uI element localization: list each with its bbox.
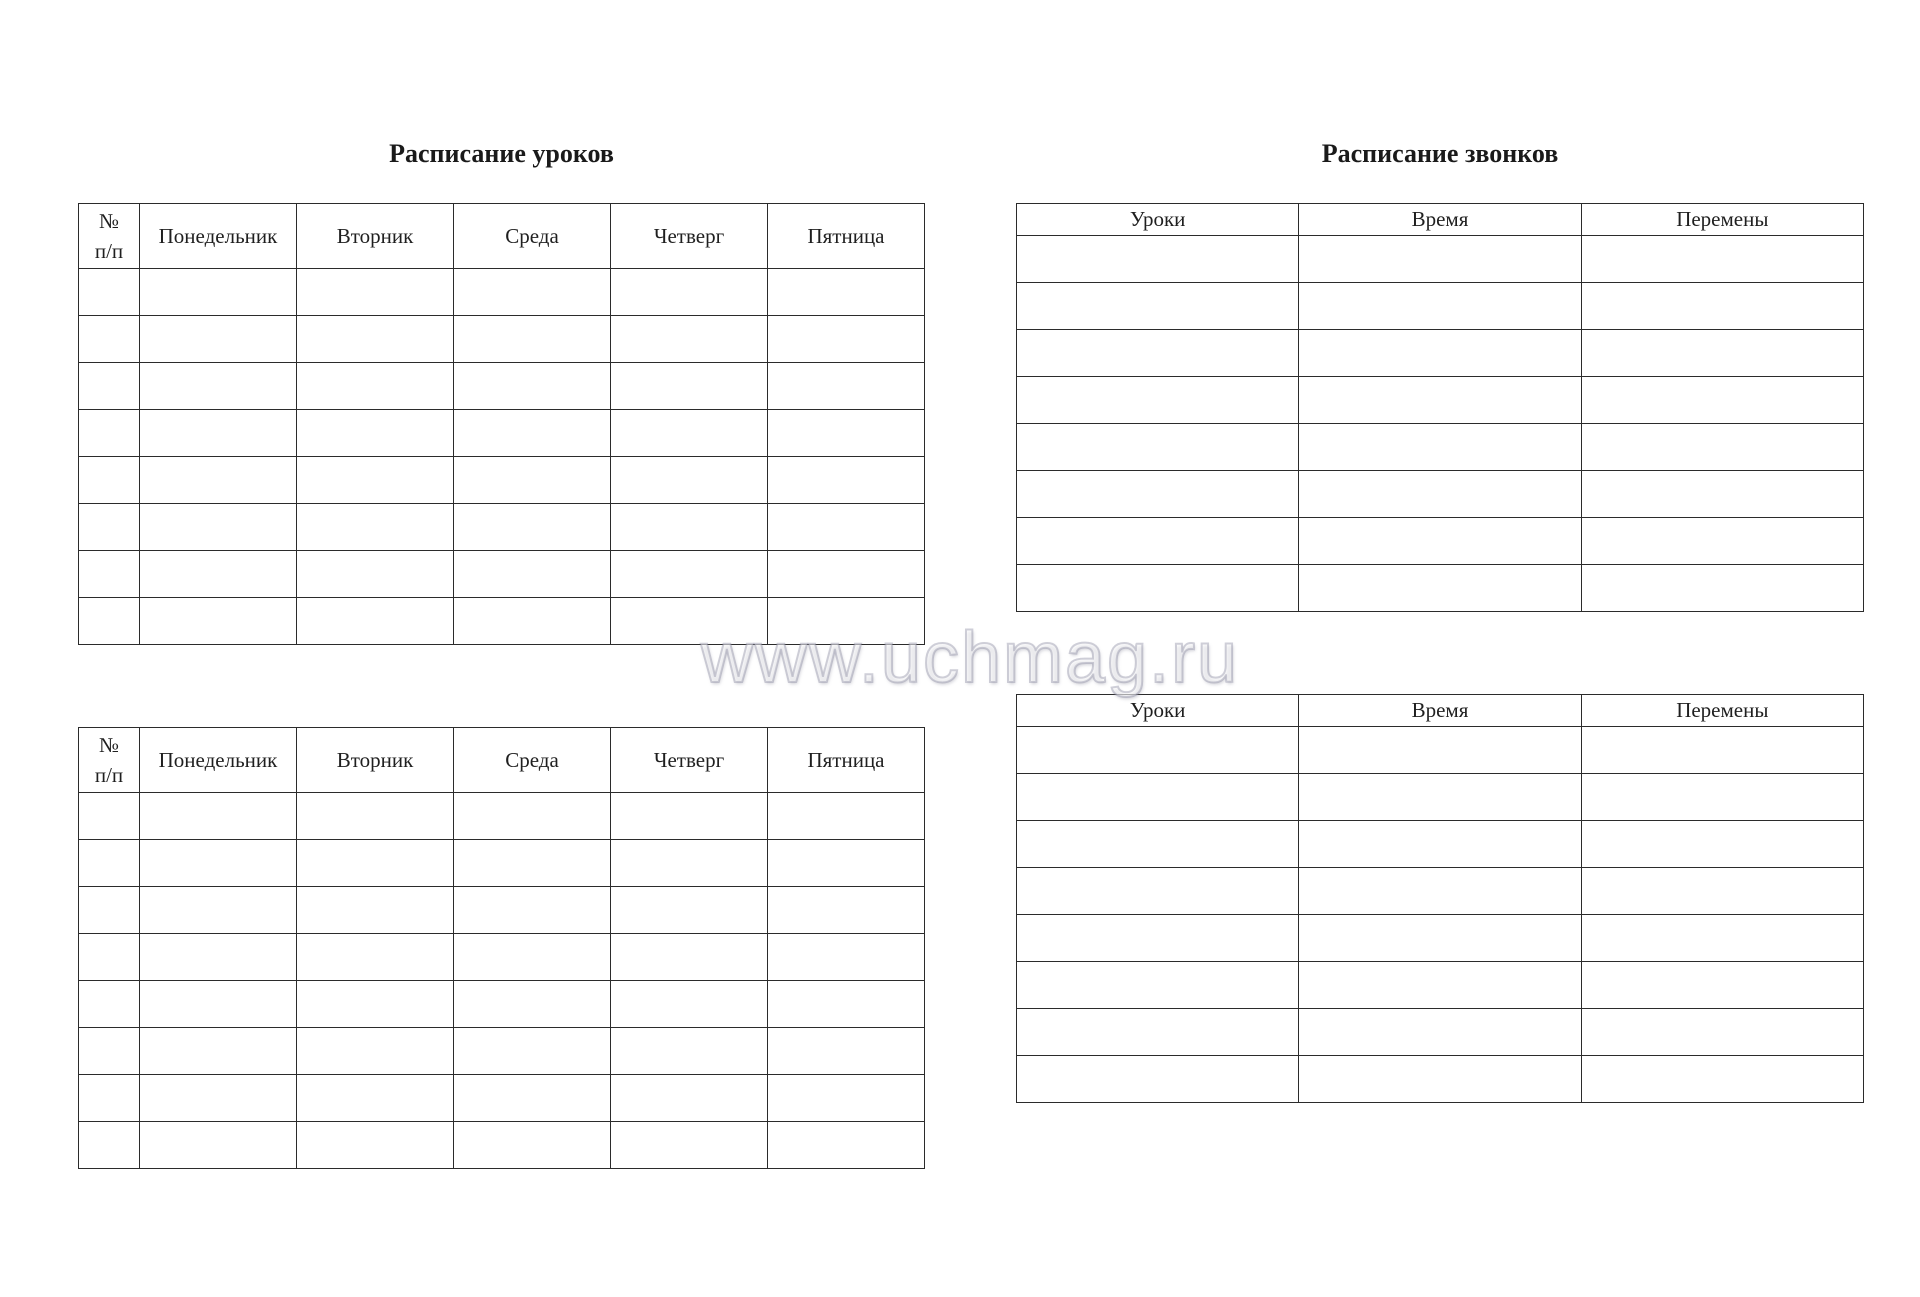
empty-cell — [140, 1122, 297, 1169]
empty-cell — [297, 887, 454, 934]
empty-cell — [768, 887, 925, 934]
header-number-symbol: № — [98, 732, 120, 757]
empty-cell — [297, 410, 454, 457]
bells-table — [1016, 694, 1864, 1103]
bells-body — [1017, 236, 1864, 612]
empty-cell — [454, 269, 611, 316]
table-row — [79, 840, 925, 887]
table-row — [79, 1075, 925, 1122]
empty-cell — [768, 551, 925, 598]
empty-cell — [79, 1028, 140, 1075]
empty-cell — [611, 981, 768, 1028]
empty-cell — [140, 269, 297, 316]
table-row — [79, 269, 925, 316]
empty-cell — [611, 504, 768, 551]
empty-cell — [297, 1028, 454, 1075]
empty-cell — [140, 887, 297, 934]
empty-cell — [611, 457, 768, 504]
empty-cell — [79, 1075, 140, 1122]
table-row — [1017, 868, 1864, 915]
empty-cell — [1581, 377, 1863, 424]
header-wednesday: Среда — [454, 728, 611, 793]
empty-cell — [297, 504, 454, 551]
header-lessons: Уроки — [1017, 204, 1299, 236]
empty-cell — [454, 504, 611, 551]
empty-cell — [768, 934, 925, 981]
empty-cell — [1581, 821, 1863, 868]
empty-cell — [454, 598, 611, 645]
empty-cell — [611, 363, 768, 410]
header-tuesday: Вторник — [297, 204, 454, 269]
empty-cell — [297, 457, 454, 504]
table-row — [79, 887, 925, 934]
empty-cell — [1017, 774, 1299, 821]
empty-cell — [1299, 236, 1581, 283]
table-row — [1017, 1056, 1864, 1103]
empty-cell — [454, 1028, 611, 1075]
empty-cell — [297, 598, 454, 645]
empty-cell — [1017, 1009, 1299, 1056]
table-row — [1017, 821, 1864, 868]
empty-cell — [297, 1075, 454, 1122]
empty-cell — [1581, 1009, 1863, 1056]
lessons-table — [78, 203, 925, 645]
empty-cell — [79, 551, 140, 598]
empty-cell — [1581, 868, 1863, 915]
empty-cell — [140, 598, 297, 645]
table-row — [1017, 424, 1864, 471]
empty-cell — [454, 840, 611, 887]
empty-cell — [1299, 774, 1581, 821]
table-row — [1017, 377, 1864, 424]
empty-cell — [454, 551, 611, 598]
empty-cell — [454, 316, 611, 363]
empty-cell — [768, 1122, 925, 1169]
empty-cell — [140, 316, 297, 363]
empty-cell — [1017, 727, 1299, 774]
empty-cell — [140, 457, 297, 504]
empty-cell — [1581, 471, 1863, 518]
empty-cell — [140, 551, 297, 598]
lessons-body — [79, 269, 925, 645]
empty-cell — [140, 1028, 297, 1075]
empty-cell — [79, 793, 140, 840]
header-number — [79, 204, 140, 269]
empty-cell — [1581, 424, 1863, 471]
lessons-header-row — [79, 728, 925, 793]
empty-cell — [297, 316, 454, 363]
bells-schedule-title: Расписание звонков — [1321, 139, 1559, 168]
empty-cell — [768, 1075, 925, 1122]
empty-cell — [768, 316, 925, 363]
header-tuesday: Вторник — [297, 728, 454, 793]
empty-cell — [140, 934, 297, 981]
empty-cell — [454, 457, 611, 504]
table-row — [79, 981, 925, 1028]
empty-cell — [454, 981, 611, 1028]
empty-cell — [79, 269, 140, 316]
header-breaks: Перемены — [1581, 695, 1863, 727]
empty-cell — [1581, 962, 1863, 1009]
empty-cell — [297, 981, 454, 1028]
empty-cell — [297, 1122, 454, 1169]
empty-cell — [1017, 518, 1299, 565]
lessons-header-row — [79, 204, 925, 269]
empty-cell — [1299, 1009, 1581, 1056]
empty-cell — [79, 504, 140, 551]
empty-cell — [1581, 518, 1863, 565]
empty-cell — [1581, 565, 1863, 612]
header-friday: Пятница — [768, 204, 925, 269]
empty-cell — [1299, 915, 1581, 962]
bells-table — [1016, 203, 1864, 612]
table-row — [1017, 518, 1864, 565]
empty-cell — [768, 363, 925, 410]
empty-cell — [611, 551, 768, 598]
empty-cell — [768, 1028, 925, 1075]
empty-cell — [1017, 962, 1299, 1009]
empty-cell — [1581, 774, 1863, 821]
header-thursday: Четверг — [611, 204, 768, 269]
empty-cell — [768, 410, 925, 457]
table-row — [79, 934, 925, 981]
empty-cell — [79, 934, 140, 981]
empty-cell — [1299, 727, 1581, 774]
empty-cell — [1299, 1056, 1581, 1103]
empty-cell — [140, 793, 297, 840]
empty-cell — [297, 551, 454, 598]
empty-cell — [1581, 727, 1863, 774]
empty-cell — [79, 598, 140, 645]
empty-cell — [1581, 330, 1863, 377]
header-monday: Понедельник — [140, 204, 297, 269]
empty-cell — [297, 840, 454, 887]
empty-cell — [79, 1122, 140, 1169]
lessons-schedule-title: Расписание уроков — [389, 139, 614, 168]
table-row — [1017, 471, 1864, 518]
empty-cell — [454, 410, 611, 457]
table-row — [79, 551, 925, 598]
header-lessons: Уроки — [1017, 695, 1299, 727]
empty-cell — [611, 887, 768, 934]
empty-cell — [297, 793, 454, 840]
empty-cell — [1299, 283, 1581, 330]
lessons-body — [79, 793, 925, 1169]
empty-cell — [140, 840, 297, 887]
empty-cell — [140, 410, 297, 457]
empty-cell — [79, 363, 140, 410]
empty-cell — [1017, 821, 1299, 868]
empty-cell — [1017, 868, 1299, 915]
empty-cell — [1581, 1056, 1863, 1103]
empty-cell — [297, 934, 454, 981]
empty-cell — [1017, 915, 1299, 962]
empty-cell — [1581, 236, 1863, 283]
bells-body — [1017, 727, 1864, 1103]
empty-cell — [611, 1122, 768, 1169]
table-row — [1017, 1009, 1864, 1056]
empty-cell — [454, 1075, 611, 1122]
header-number-symbol: № — [98, 208, 120, 233]
empty-cell — [454, 793, 611, 840]
empty-cell — [79, 457, 140, 504]
empty-cell — [454, 363, 611, 410]
empty-cell — [140, 363, 297, 410]
header-number — [79, 728, 140, 793]
empty-cell — [768, 793, 925, 840]
table-row — [1017, 915, 1864, 962]
table-row — [1017, 727, 1864, 774]
lessons-table — [78, 727, 925, 1169]
empty-cell — [611, 316, 768, 363]
empty-cell — [1017, 283, 1299, 330]
empty-cell — [768, 269, 925, 316]
empty-cell — [768, 457, 925, 504]
empty-cell — [1017, 330, 1299, 377]
empty-cell — [140, 981, 297, 1028]
table-row — [1017, 962, 1864, 1009]
empty-cell — [611, 934, 768, 981]
empty-cell — [611, 1028, 768, 1075]
empty-cell — [1299, 377, 1581, 424]
empty-cell — [1017, 377, 1299, 424]
table-row — [1017, 774, 1864, 821]
table-row — [1017, 283, 1864, 330]
empty-cell — [1017, 565, 1299, 612]
empty-cell — [1017, 424, 1299, 471]
empty-cell — [1299, 424, 1581, 471]
empty-cell — [1299, 962, 1581, 1009]
empty-cell — [79, 316, 140, 363]
empty-cell — [140, 1075, 297, 1122]
empty-cell — [1581, 283, 1863, 330]
empty-cell — [140, 504, 297, 551]
empty-cell — [611, 269, 768, 316]
table-row — [1017, 565, 1864, 612]
empty-cell — [1299, 518, 1581, 565]
header-number-label: п/п — [94, 239, 124, 263]
empty-cell — [454, 887, 611, 934]
empty-cell — [611, 840, 768, 887]
table-row — [79, 1122, 925, 1169]
header-thursday: Четверг — [611, 728, 768, 793]
header-monday: Понедельник — [140, 728, 297, 793]
header-number-label: п/п — [94, 763, 124, 787]
empty-cell — [79, 840, 140, 887]
empty-cell — [768, 840, 925, 887]
empty-cell — [454, 1122, 611, 1169]
empty-cell — [79, 887, 140, 934]
empty-cell — [454, 934, 611, 981]
header-breaks: Перемены — [1581, 204, 1863, 236]
header-time: Время — [1299, 695, 1581, 727]
empty-cell — [79, 410, 140, 457]
watermark: www.uchmag.ru — [700, 618, 1240, 698]
empty-cell — [768, 504, 925, 551]
table-row — [1017, 330, 1864, 377]
empty-cell — [1581, 915, 1863, 962]
table-row — [79, 1028, 925, 1075]
table-row — [79, 410, 925, 457]
empty-cell — [1017, 236, 1299, 283]
empty-cell — [611, 793, 768, 840]
empty-cell — [1017, 471, 1299, 518]
header-time: Время — [1299, 204, 1581, 236]
bells-header-row — [1017, 204, 1864, 236]
table-row — [79, 793, 925, 840]
table-row — [79, 316, 925, 363]
empty-cell — [1017, 1056, 1299, 1103]
empty-cell — [1299, 330, 1581, 377]
header-friday: Пятница — [768, 728, 925, 793]
bells-header-row — [1017, 695, 1864, 727]
empty-cell — [1299, 868, 1581, 915]
empty-cell — [1299, 565, 1581, 612]
table-row — [1017, 236, 1864, 283]
table-row — [79, 363, 925, 410]
empty-cell — [768, 981, 925, 1028]
table-row — [79, 457, 925, 504]
table-row — [79, 504, 925, 551]
empty-cell — [1299, 471, 1581, 518]
empty-cell — [297, 363, 454, 410]
empty-cell — [611, 410, 768, 457]
empty-cell — [611, 1075, 768, 1122]
empty-cell — [1299, 821, 1581, 868]
empty-cell — [297, 269, 454, 316]
empty-cell — [79, 981, 140, 1028]
header-wednesday: Среда — [454, 204, 611, 269]
